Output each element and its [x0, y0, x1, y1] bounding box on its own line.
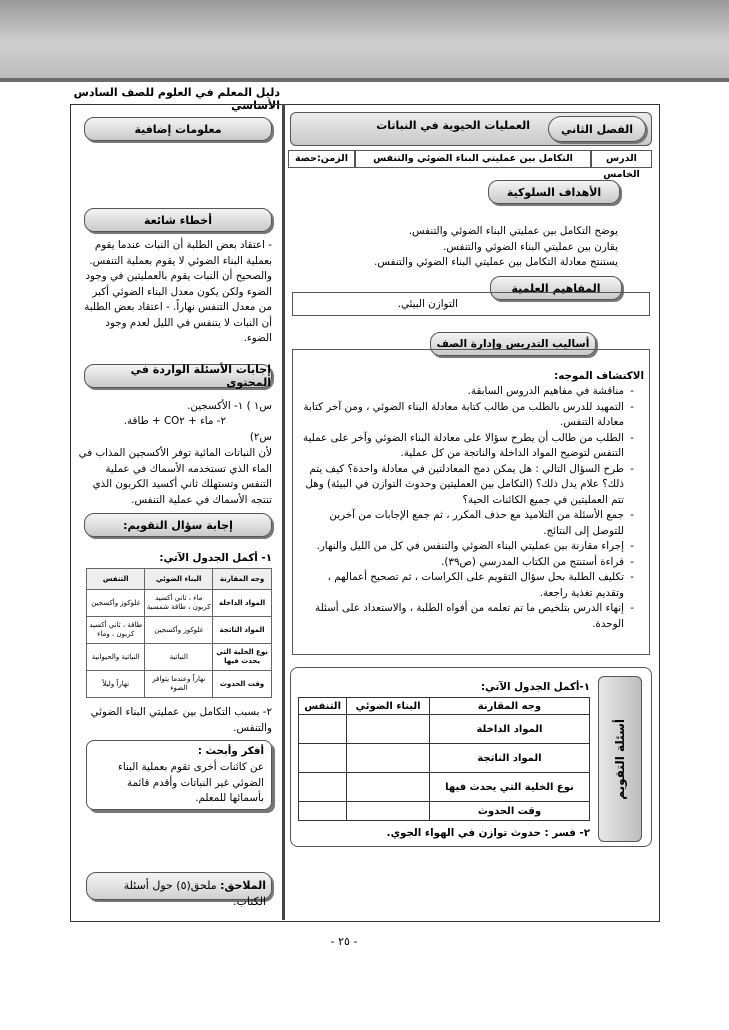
table-cell-empty — [347, 773, 430, 802]
table-cell: المواد الداخلة — [213, 590, 272, 617]
objectives-title: الأهداف السلوكية — [488, 180, 620, 204]
answer-2-text: لأن النباتات المائية توفر الأكسجين المذاب في الماء الذي تستخدمه الأسماك في عملية التنفس وتستهلك ثاني أكسيد الكربون الذي تنتجه الأسماك في عملية التنفس. — [78, 447, 272, 506]
column-divider — [282, 104, 285, 920]
appendix-label: الملاحق: — [220, 879, 266, 892]
table-row-label: المواد الداخلة — [429, 715, 589, 744]
think-title: أفكر وأبحث : — [197, 745, 264, 757]
step-item: - إنهاء الدرس بتلخيص ما تم تعلمه من أفواه الطلبة ، والاستعداد على أسئلة الوحدة. — [300, 601, 624, 632]
table-cell: ماء ، ثاني أكسيد كربون ، طاقة شمسية — [145, 590, 213, 617]
step-item: - مناقشة في مفاهيم الدروس السابقة. — [300, 384, 624, 400]
left-q2: ٢- بسبب التكامل بين عمليتي البناء الضوئي والتنفس. — [90, 706, 272, 734]
methods-title: أساليب التدريس وإدارة الصف — [430, 332, 596, 356]
objective-item: يوضح التكامل بين عمليتي البناء الضوئي والتنفس. — [408, 225, 618, 237]
info-title: معلومات إضافية — [84, 117, 272, 141]
book-title: دليل المعلم في العلوم للصف السادس الأساسي — [73, 86, 280, 112]
table-cell: نوع الخلية التي يحدث فيها — [213, 644, 272, 671]
table-cell: المواد الناتجة — [213, 617, 272, 644]
top-banner-line — [0, 78, 729, 82]
table-cell-empty — [299, 773, 347, 802]
step-item: - التمهيد للدرس بالطلب من طالب كتابة معادلة البناء الضوئي ، ومن آخر كتابة معادلة التنفس. — [300, 400, 624, 431]
eval-side-label: أسئلة التقويم — [613, 718, 627, 800]
table-header: البناء الضوئي — [347, 698, 430, 715]
step-item: - جمع الأسئلة من التلاميذ مع حذف المكرر ، ثم جمع الإجابات من آخرين للتوصل إلى النتائج. — [300, 508, 624, 539]
table-header: وجه المقارنة — [429, 698, 589, 715]
step-item: - طرح السؤال التالي : هل يمكن دمج المعادلتين في معادلة واحدة؟ كيف يتم ذلك؟ علام يدل ذلك؟ (التكامل بين العمليتين وحدوث التوازن في البيئة) وهل تتم العمليتين في جميع الكائنات الحية؟ — [300, 462, 624, 509]
table-cell: نهاراً وليلاً — [87, 671, 145, 698]
answer-1-line2: ٢- ماء + CO٢ + طاقة. — [123, 415, 226, 427]
right-q1: ١-أكمل الجدول الآتي: — [480, 681, 590, 693]
right-q2: ٢- فسر : حدوث توازن في الهواء الجوي. — [386, 827, 590, 839]
table-cell: غلوكوز وأكسجين — [145, 617, 213, 644]
page-number: - ٢٥ - — [330, 935, 358, 948]
left-q1: ١- أكمل الجدول الآتي: — [159, 552, 272, 564]
objectives-list — [300, 224, 618, 271]
table-header: التنفس — [87, 569, 145, 590]
discovery-title: الاكتشاف الموجه: — [554, 370, 644, 382]
lesson-title: التكامل بين عمليتي البناء الضوئي والتنفس — [355, 150, 591, 168]
table-cell: نهاراً وعندما يتوافر الضوء — [145, 671, 213, 698]
table-header: وجه المقارنة — [213, 569, 272, 590]
step-item: - الطلب من طالب أن يطرح سؤالا على معادلة البناء الضوئي وآخر على عملية التنفس لتوضيح المواد الداخلة والناتجة من كل عملية. — [300, 431, 624, 462]
objective-item: يستنتج معادلة التكامل بين عمليتي البناء الضوئي والتنفس. — [374, 256, 618, 268]
answer-1-line1: س١ ) ١- الأكسجين. — [187, 400, 272, 412]
table-row-label: المواد الناتجة — [429, 744, 589, 773]
table-cell-empty — [299, 715, 347, 744]
table-header: التنفس — [299, 698, 347, 715]
table-row-label: نوع الخلية التي يحدث فيها — [429, 773, 589, 802]
table-header: البناء الضوئي — [145, 569, 213, 590]
chapter-label: الفصل الثاني — [548, 116, 646, 142]
errors-title: أخطاء شائعة — [84, 208, 272, 232]
think-text: عن كائنات أخرى تقوم بعملية البناء الضوئي غير النباتات وأقدم قائمة بأسمائها للمعلم. — [118, 761, 264, 804]
answers-title: إجابات الأسئلة الواردة في المحتوى — [84, 364, 272, 388]
table-cell: النباتية والحيوانية — [87, 644, 145, 671]
table-cell-empty — [347, 744, 430, 773]
table-cell: طاقة ، ثاني أكسيد كربون ، وماء — [87, 617, 145, 644]
table-cell: وقت الحدوث — [213, 671, 272, 698]
lesson-label: الدرس الخامس — [591, 150, 652, 168]
errors-text: - اعتقاد بعض الطلبة أن النبات عندما يقوم بعملية البناء الضوئي لا يقوم بعملية التنفس. والصحيح أن النبات يقوم بالعمليتين في وجود الضوء ولكن يكون معدل البناء الضوئي أكبر من معدل التنفس نهاراً. - اعتقاد بعض الطلبة أن النبات لا يتنفس في الليل لعدم وجود الضوء. — [84, 239, 272, 344]
concepts-title: المفاهيم العلمية — [490, 276, 622, 300]
steps-list — [300, 384, 634, 632]
table-cell: غلوكوز وأكسجين — [87, 590, 145, 617]
eval-side-wrapper — [598, 676, 642, 842]
table-cell-empty — [347, 802, 430, 821]
chapter-title: العمليات الحيوية في النباتات — [376, 119, 530, 132]
concept-text: التوازن البيئي. — [397, 298, 458, 310]
table-cell-empty — [299, 802, 347, 821]
right-eval-table — [298, 697, 590, 821]
eval-answer-title: إجابة سؤال التقويم: — [84, 513, 272, 537]
step-item: - قراءة أستنتج من الكتاب المدرسي (ص٣٩). — [300, 555, 624, 571]
step-item: - إجراء مقارنة بين عمليتي البناء الضوئي والتنفس في كل من الليل والنهار. — [300, 539, 624, 555]
table-cell-empty — [299, 744, 347, 773]
appendix-text: ملحق(٥) حول أسئلة الكتاب. — [123, 879, 266, 908]
lesson-time: الزمن:حصة — [288, 150, 355, 168]
step-item: - تكليف الطلبة بحل سؤال التقويم على الكراسات ، ثم تصحيح أعمالهم ، وتقديم تغذية راجعة. — [300, 570, 624, 601]
left-answer-table — [86, 568, 272, 698]
top-banner — [0, 0, 729, 78]
table-cell: النباتية — [145, 644, 213, 671]
answer-2-label: س٢) — [249, 431, 272, 443]
table-row-label: وقت الحدوث — [429, 802, 589, 821]
appendix — [92, 878, 266, 909]
objective-item: يقارن بين عمليتي البناء الضوئي والتنفس. — [443, 240, 618, 253]
table-cell-empty — [347, 715, 430, 744]
